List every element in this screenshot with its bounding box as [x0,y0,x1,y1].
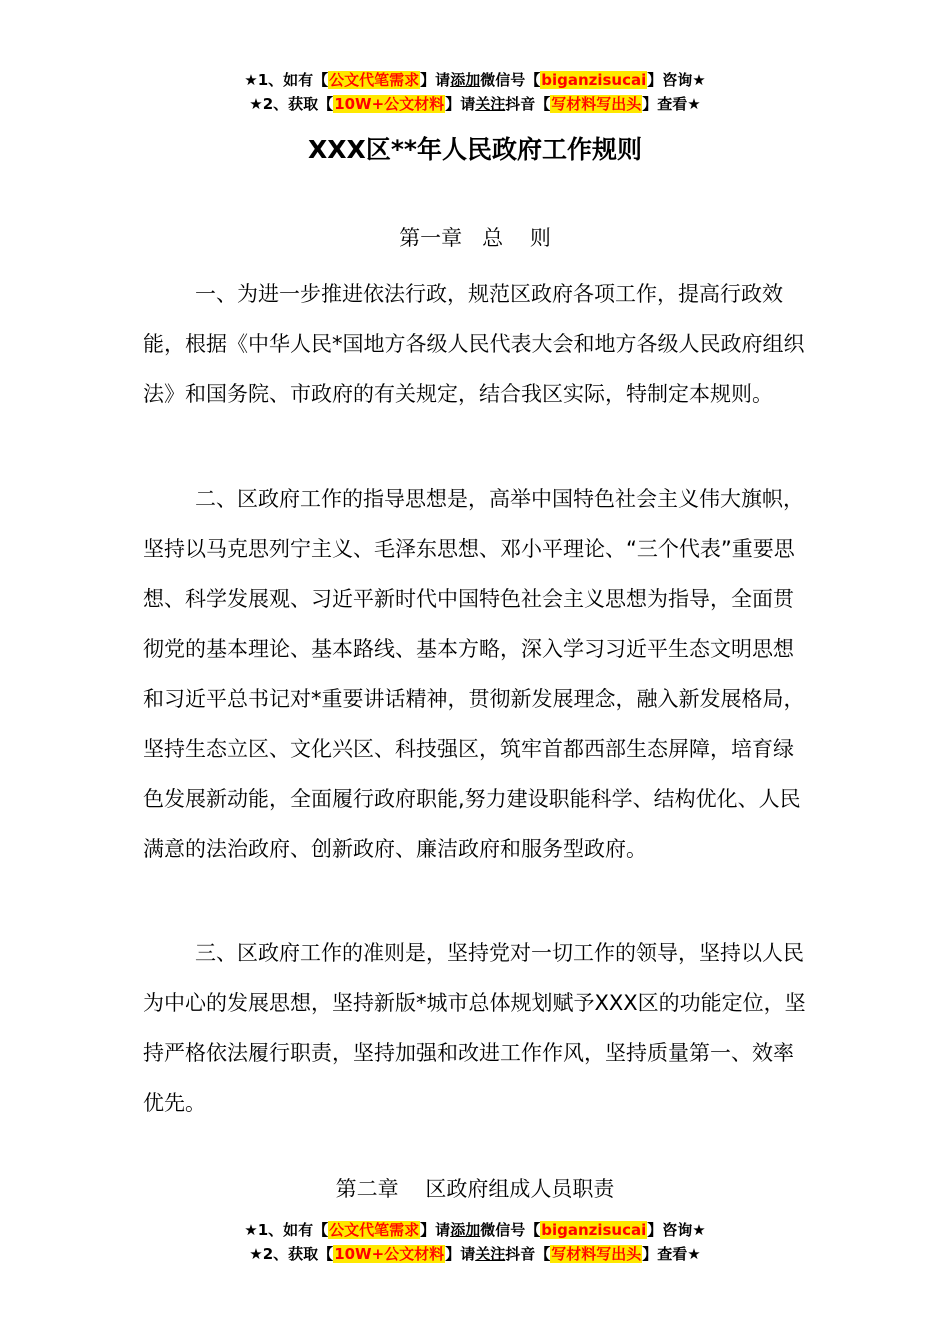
banner-line-1: ★1、如有【公文代笔需求】请添加微信号【biganzisucai】咨询★ [244,1221,706,1239]
chapter-2-heading: 第二章 区政府组成人员职责 [335,1177,615,1201]
banner-highlight-service: 公文代笔需求 [329,71,420,89]
banner-highlight-materials: 10W+公文材料 [334,1245,445,1263]
paragraph-2: 二、区政府工作的指导思想是，高举中国特色社会主义伟大旗帜，坚持以马克思列宁主义、毛泽东思想、邓小平理论、“三个代表”重要思想、科学发展观、习近平新时代中国特色社会主义思想为指导，全面贯彻党的基本理论、基本路线、基本方略，深入学习习近平生态文明思想和习近平总书记对*重要讲话精神，贯彻新发展理念，融入新发展格局，坚持生态立区、文化兴区、科技强区，筑牢首都西部生态屏障，培育绿色发展新动能，全面履行政府职能,努力建设职能科学、结构优化、人民满意的法治政府、创新政府、廉洁政府和服务型政府。 [143,487,805,861]
paragraph-1: 一、为进一步推进依法行政，规范区政府各项工作，提高行政效能，根据《中华人民*国地方各级人民代表大会和地方各级人民政府组织法》和国务院、市政府的有关规定，结合我区实际，特制定本规则。 [143,282,805,406]
document-title: XXX区**年人民政府工作规则 [308,135,642,164]
banner-line-2: ★2、获取【10W+公文材料】请关注抖音【写材料写出头】查看★ [249,1245,701,1263]
banner-highlight-service: 公文代笔需求 [329,1221,420,1239]
paragraph-3: 三、区政府工作的准则是，坚持党对一切工作的领导，坚持以人民为中心的发展思想，坚持新版*城市总体规划赋予XXX区的功能定位，坚持严格依法履行职责，坚持加强和改进工作作风，坚持质量第一、效率优先。 [143,941,806,1115]
banner-highlight-douyin: 写材料写出头 [551,95,642,113]
banner-line-1: ★1、如有【公文代笔需求】请添加微信号【biganzisucai】咨询★ [244,71,706,89]
banner-highlight-douyin: 写材料写出头 [551,1245,642,1263]
banner-highlight-materials: 10W+公文材料 [334,95,445,113]
banner-line-2: ★2、获取【10W+公文材料】请关注抖音【写材料写出头】查看★ [249,95,701,113]
top-banner [0,68,950,116]
chapter-1-heading: 第一章 总 则 [399,226,551,250]
bottom-banner [0,1218,950,1266]
banner-highlight-wechat-id: biganzisucai [541,71,647,89]
banner-highlight-wechat-id: biganzisucai [541,1221,647,1239]
